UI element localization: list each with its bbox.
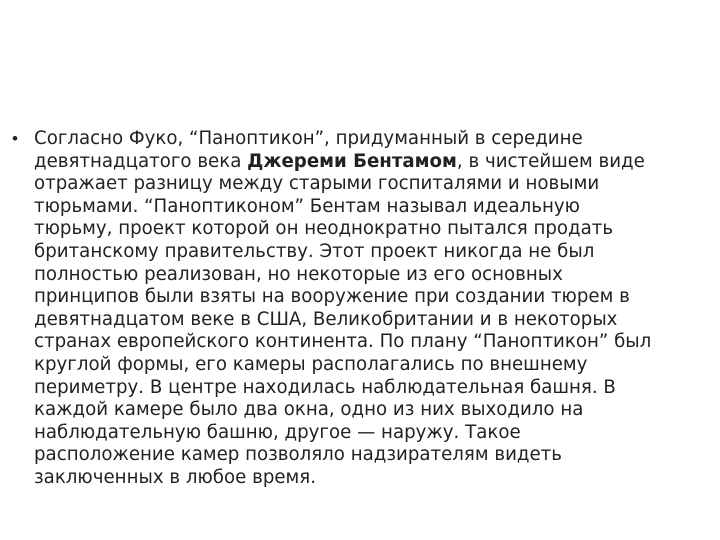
bullet-item: [12, 128, 712, 490]
bentham-name-emphasis: Джереми Бентамом: [247, 150, 457, 172]
text-line-4: тюрьмами. “Паноптиконом” Бентам называл идеальную: [34, 195, 580, 217]
text-line-16: заключенных в любое время.: [34, 466, 317, 488]
bullet-marker: •: [12, 129, 18, 148]
text-line-11: круглой формы, его камеры располагались по внешнему: [34, 353, 588, 375]
paragraph-text: [34, 128, 712, 490]
text-line-8: принципов были взяты на вооружение при создании тюрем в: [34, 286, 630, 308]
text-line-2-end: , в чистейшем виде: [456, 150, 645, 172]
text-line-10: странах европейского континента. По плану “Паноптикон” был: [34, 331, 652, 353]
text-line-3: отражает разницу между старыми госпиталями и новыми: [34, 173, 600, 195]
slide-content: [12, 128, 712, 490]
text-line-1: Согласно Фуко, “Паноптикон”, придуманный в середине: [34, 128, 583, 149]
text-line-14: наблюдательную башню, другое — наружу. Такое: [34, 421, 521, 443]
text-line-7: полностью реализован, но некоторые из его основных: [34, 263, 563, 285]
text-line-9: девятнадцатом веке в США, Великобритании и в некоторых: [34, 308, 618, 330]
text-line-2: [34, 151, 712, 174]
text-line-15: расположение камер позволяло надзирателям видеть: [34, 444, 562, 466]
text-line-12: периметру. В центре находилась наблюдательная башня. В: [34, 376, 616, 398]
text-line-6: британскому правительству. Этот проект никогда не был: [34, 240, 595, 262]
text-line-5: тюрьму, проект которой он неоднократно пытался продать: [34, 218, 614, 240]
text-line-13: каждой камере было два окна, одно из них выходило на: [34, 399, 584, 421]
text-line-2-start: девятнадцатого века: [34, 150, 248, 172]
